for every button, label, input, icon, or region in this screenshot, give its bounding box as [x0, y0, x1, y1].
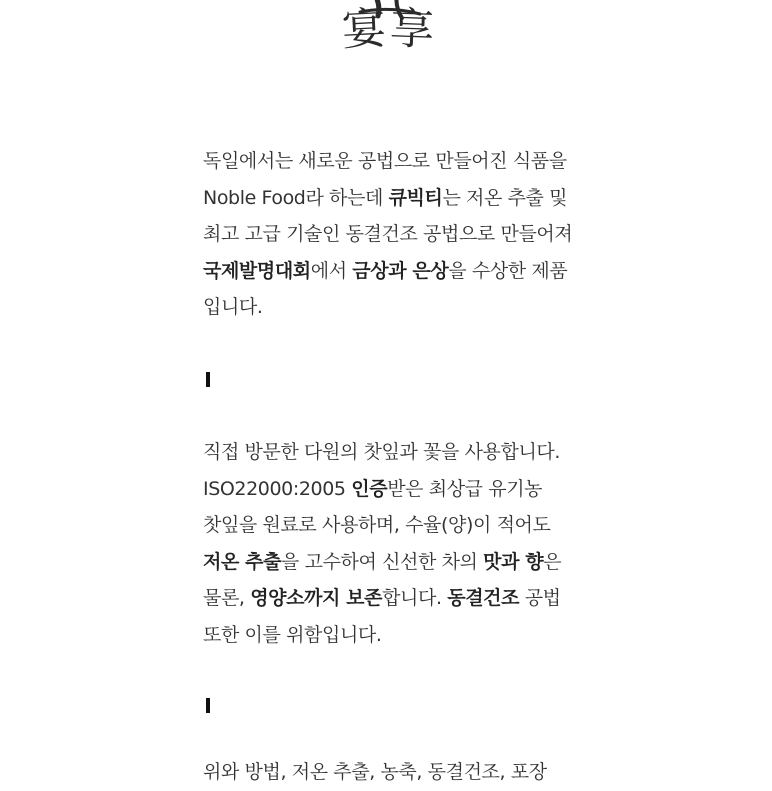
text-line [203, 544, 583, 581]
body-text: 또한 이를 위함입니다. [203, 623, 382, 646]
text-line [203, 180, 583, 217]
body-text: 에서 [310, 259, 353, 282]
emphasis-text: 영양소까지 보존 [250, 587, 383, 609]
emphasis-text: 저온 추출 [203, 550, 282, 573]
body-text: 받은 최상급 유기농 [387, 477, 543, 500]
body-text: 물론, [203, 587, 251, 609]
emphasis-text: 국제발명대회 [203, 259, 311, 282]
body-text: 입니다. [203, 296, 263, 318]
body-text: 찻잎을 원료로 사용하며, 수율(양)이 적어도 [203, 514, 551, 536]
text-line [203, 216, 583, 253]
text-line [203, 580, 583, 617]
text-line [203, 289, 583, 326]
text-line [203, 471, 583, 508]
body-text: 는 저온 추출 및 [442, 186, 568, 209]
logo-char-2: 享 [389, 3, 435, 56]
body-text: 공법 [519, 587, 561, 609]
body-text: 라 하는데 [305, 186, 389, 209]
brand-logo [330, 0, 450, 82]
logo-char-1: 宴 [340, 2, 388, 57]
text-line [203, 434, 583, 471]
emphasis-text: 인증 [351, 477, 388, 500]
text-line [203, 143, 583, 180]
intro-paragraph [203, 143, 583, 326]
body-text: 합니다. [382, 587, 448, 609]
emphasis-text: 금상과 은상 [352, 259, 449, 282]
emphasis-text: 동결건조 [447, 587, 520, 609]
text-line [203, 507, 583, 544]
body-text: 위와 방법, 저온 추출, 농축, 동결건조, 포장 [203, 761, 547, 783]
body-text: 최고 고급 기술인 동결건조 공법으로 만들어져 [203, 223, 573, 245]
body-text: 직접 방문한 다원의 찻잎과 꽃을 사용합니다. [203, 441, 561, 463]
body-text: 은 [543, 550, 562, 573]
text-line [203, 253, 583, 290]
text-line [203, 754, 583, 791]
section-marker [206, 372, 210, 387]
sourcing-paragraph [203, 434, 583, 653]
emphasis-text: 맛과 향 [483, 550, 544, 573]
body-text: Noble Food [203, 186, 306, 209]
body-text: ISO22000:2005 [203, 477, 352, 500]
body-text: 독일에서는 새로운 공법으로 만들어진 식품을 [203, 150, 567, 172]
body-text: 을 수상한 제품 [448, 259, 568, 282]
section-marker [206, 698, 210, 713]
text-line [203, 617, 583, 654]
emphasis-text: 큐빅티 [388, 186, 443, 209]
body-text: 을 고수하여 신선한 차의 [281, 550, 484, 573]
process-paragraph [203, 754, 583, 791]
